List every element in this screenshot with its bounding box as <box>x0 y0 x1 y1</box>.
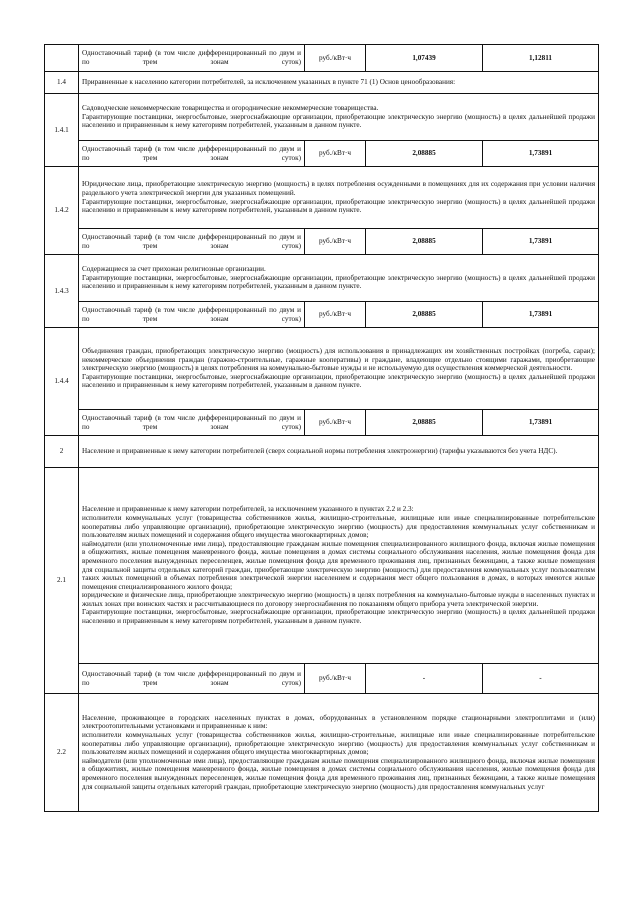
row-description: Население и приравненные к нему категории потребителей (сверх социальной нормы потребления электроэнергии) (тарифы указываются без учета НДС). <box>79 436 599 468</box>
row-number: 1.4.4 <box>45 328 79 436</box>
row-description <box>79 255 599 302</box>
tariff-value-1: 2,08885 <box>366 302 483 328</box>
row-number: 2.1 <box>45 468 79 694</box>
row-description <box>79 94 599 141</box>
table-row <box>45 410 599 436</box>
paragraph: Гарантирующие поставщики, энергосбытовые, энергоснабжающие организации, приобретающие электрическую энергию (мощность) в целях дальнейшей продажи населению и приравненным к нему категориям потребителей, указанным в данном пункте. <box>82 112 595 130</box>
row-number: 1.4.2 <box>45 167 79 255</box>
tariff-value-2: - <box>483 664 599 694</box>
unit-cell: руб./кВт·ч <box>305 302 366 328</box>
tariff-value-1: 1,07439 <box>366 45 483 72</box>
table-row <box>45 328 599 410</box>
paragraph: наймодатели (или уполномоченные ими лица), предоставляющие гражданам жилые помещения специализированного жилищного фонда, включая жилые помещения в общежитиях, жилые помещения маневренного фонда, жилые помещения в домах системы социального обслуживания населения, жилые помещения фонда для временного поселения вынужденных переселенцев, жилые помещения фонда для временного проживания лиц, признанных беженцами, а также жилые помещения для социальной защиты отдельных категорий граждан, приобретающие электрическую энергию (мощность) для предоставления коммунальных услуг <box>82 756 595 791</box>
unit-cell: руб./кВт·ч <box>305 664 366 694</box>
tariff-label: Одноставочный тариф (в том числе дифференцированный по двум и по трем зонам суток) <box>79 664 305 694</box>
table-row <box>45 94 599 141</box>
unit-cell: руб./кВт·ч <box>305 141 366 167</box>
table-row <box>45 45 599 72</box>
row-number: 1.4.3 <box>45 255 79 328</box>
paragraph: наймодатели (или уполномоченные ими лица), предоставляющие гражданам жилые помещения специализированного жилищного фонда, включая жилые помещения в общежитиях, жилые помещения маневренного фонда, жилые помещения в домах системы социального обслуживания населения, жилые помещения фонда для временного поселения вынужденных переселенцев, жилые помещения фонда для временного проживания лиц, признанных беженцами, а также жилые помещения для социальной защиты отдельных категорий граждан, приобретающие электрическую энергию (мощность) для предоставления коммунальных услуг пользователям таких жилых помещений в объемах потребления электрической энергии населением и содержания мест общего пользования в домах, в которых имеются жилые помещения специализированного жилого фонда; <box>82 539 595 591</box>
tariff-value-2: 1,73891 <box>483 302 599 328</box>
paragraph: Содержащиеся за счет прихожан религиозные организации. <box>82 265 266 274</box>
tariff-value-1: - <box>366 664 483 694</box>
paragraph: юридические и физические лица, приобретающие электрическую энергию (мощность) в целях потребления на коммунально-бытовые нужды в населенных пунктах и жилых зонах при воинских частях и рассчитывающиеся по договору энергоснабжения по показаниям общего прибора учета электрической энергии. <box>82 591 595 608</box>
row-description <box>79 328 599 410</box>
row-number: 1.4.1 <box>45 94 79 167</box>
table-row <box>45 664 599 694</box>
tariff-value-1: 2,08885 <box>366 229 483 255</box>
paragraph: Садоводческие некоммерческие товарищества и огороднические некоммерческие товарищества. <box>82 104 379 113</box>
tariff-value-2: 1,73891 <box>483 410 599 436</box>
paragraph: Объединения граждан, приобретающих электрическую энергию (мощность) для использования в принадлежащих им хозяйственных постройках (погреба, сараи); некоммерческие объединения граждан (гаражно-строительные, гаражные кооперативы) и граждане, владеющие отдельно стоящими гаражами, приобретающие электрическую энергию (мощность) в целях потребления на коммунально-бытовые нужды и не используемую для осуществления коммерческой деятельности. <box>82 347 595 373</box>
table-row <box>45 141 599 167</box>
unit-cell: руб./кВт·ч <box>305 45 366 72</box>
table-row <box>45 302 599 328</box>
unit-cell: руб./кВт·ч <box>305 410 366 436</box>
row-description <box>79 167 599 229</box>
paragraph: Население, проживающее в городских населенных пунктах в домах, оборудованных в установленном порядке стационарными электроплитами и (или) электроотопительными установками и приравненные к ним: <box>82 713 595 731</box>
tariff-value-2: 1,73891 <box>483 229 599 255</box>
table-row <box>45 468 599 664</box>
row-number <box>45 45 79 72</box>
paragraph: Гарантирующие поставщики, энергосбытовые, энергоснабжающие организации, приобретающие электрическую энергию (мощность) в целях дальнейшей продажи населению и приравненным к нему категориям потребителей, указанным в данном пункте. <box>82 608 595 626</box>
tariff-label: Одноставочный тариф (в том числе дифференцированный по двум и по трем зонам суток) <box>79 229 305 255</box>
row-number: 1.4 <box>45 72 79 94</box>
row-description <box>79 694 599 812</box>
table-row <box>45 436 599 468</box>
tariff-value-1: 2,08885 <box>366 410 483 436</box>
paragraph: Юридические лица, приобретающие электрическую энергию (мощность) в целях потребления осужденными в помещениях для их содержания при условии наличия раздельного учета электрической энергии для указанных помещений. <box>82 180 595 197</box>
row-description <box>79 468 599 664</box>
row-number: 2.2 <box>45 694 79 812</box>
row-description: Приравненные к населению категории потребителей, за исключением указанных в пункте 71 (1) Основ ценообразования: <box>79 72 599 94</box>
tariff-table <box>44 44 599 812</box>
paragraph: исполнители коммунальных услуг (товарищества собственников жилья, жилищно-строительные, жилищные или иные специализированные потребительские кооперативы либо управляющие организации), приобретающие электрическую энергию (мощность) для предоставления коммунальных услуг собственникам и пользователям жилых помещений и содержания общего имущества многоквартирных домов; <box>82 731 595 757</box>
paragraph: исполнители коммунальных услуг (товарищества собственников жилья, жилищно-строительные, жилищные или иные специализированные потребительские кооперативы либо управляющие организации), приобретающие электрическую энергию (мощность) для предоставления коммунальных услуг собственникам и пользователям жилых помещений и содержания общего имущества многоквартирных домов; <box>82 513 595 540</box>
table-row <box>45 694 599 812</box>
row-number: 2 <box>45 436 79 468</box>
tariff-label: Одноставочный тариф (в том числе дифференцированный по двум и по трем зонам суток) <box>79 302 305 328</box>
tariff-label: Одноставочный тариф (в том числе дифференцированный по двум и по трем зонам суток) <box>79 410 305 436</box>
tariff-label: Одноставочный тариф (в том числе дифференцированный по двум и по трем зонам суток) <box>79 45 305 72</box>
paragraph: Гарантирующие поставщики, энергосбытовые, энергоснабжающие организации, приобретающие электрическую энергию (мощность) в целях дальнейшей продажи населению и приравненным к нему категориям потребителей, указанным в данном пункте. <box>82 273 595 291</box>
unit-cell: руб./кВт·ч <box>305 229 366 255</box>
table-row <box>45 167 599 229</box>
table-row <box>45 229 599 255</box>
paragraph: Население и приравненные к нему категории потребителей, за исключением указанного в пунктах 2.2 и 2.3: <box>82 505 414 514</box>
tariff-label: Одноставочный тариф (в том числе дифференцированный по двум и по трем зонам суток) <box>79 141 305 167</box>
tariff-value-1: 2,08885 <box>366 141 483 167</box>
table-row <box>45 255 599 302</box>
tariff-value-2: 1,12811 <box>483 45 599 72</box>
table-row <box>45 72 599 94</box>
paragraph: Гарантирующие поставщики, энергосбытовые, энергоснабжающие организации, приобретающие электрическую энергию (мощность) в целях дальнейшей продажи населению и приравненным к нему категориям потребителей, указанным в данном пункте. <box>82 197 595 215</box>
paragraph: Гарантирующие поставщики, энергосбытовые, энергоснабжающие организации, приобретающие электрическую энергию (мощность) в целях дальнейшей продажи населению и приравненным к нему категориям потребителей, указанным в данном пункте. <box>82 372 595 390</box>
tariff-value-2: 1,73891 <box>483 141 599 167</box>
